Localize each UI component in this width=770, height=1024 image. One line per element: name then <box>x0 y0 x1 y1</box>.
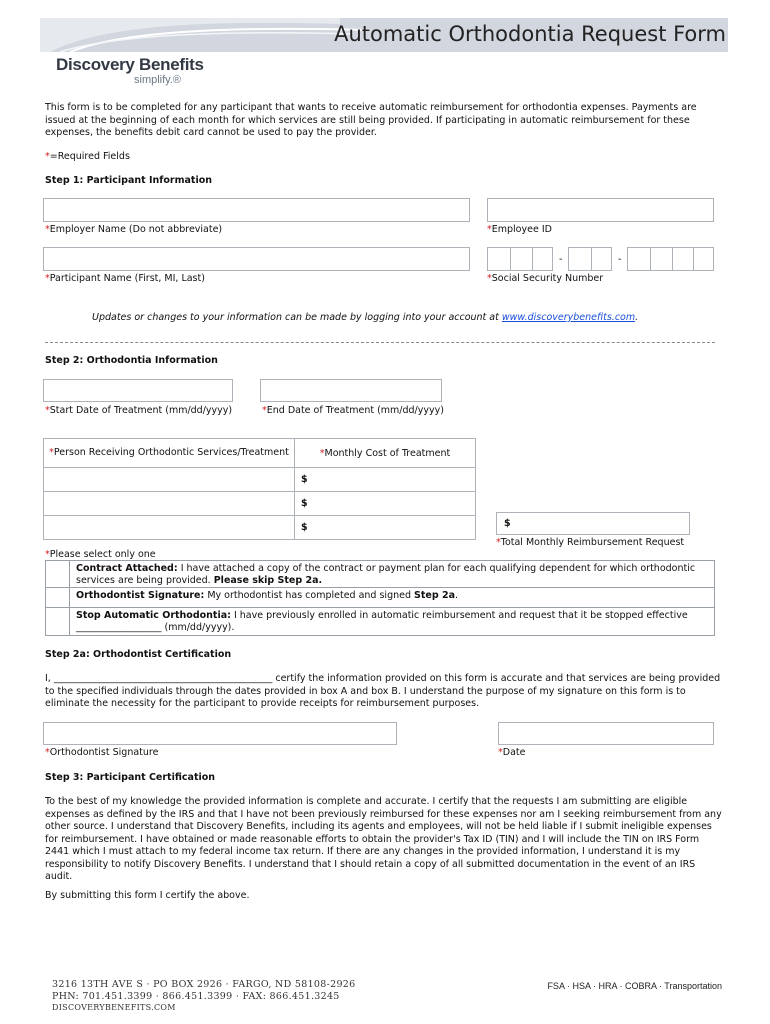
option-contract-attached <box>45 560 715 588</box>
option-orthodontist-signature <box>45 588 715 608</box>
select-one-note: *Please select only one <box>45 549 156 560</box>
table-header-person: *Person Receiving Orthodontic Services/Treatment <box>44 439 295 468</box>
footer-website: DISCOVERYBENEFITS.COM <box>52 1003 176 1012</box>
submit-note: By submitting this form I certify the above. <box>45 890 250 901</box>
required-star: * <box>45 151 50 162</box>
updates-note: Updates or changes to your information can be made by logging into your account at www.discoverybenefits.com. <box>92 312 639 323</box>
employer-name-field[interactable] <box>43 198 470 222</box>
cost-cell[interactable]: $ <box>295 468 476 492</box>
participant-name-field[interactable] <box>43 247 470 271</box>
cost-cell[interactable]: $ <box>295 492 476 516</box>
step2-heading: Step 2: Orthodontia Information <box>45 355 218 366</box>
ssn-label: *Social Security Number <box>487 273 604 284</box>
logo-tagline: simplify.® <box>134 74 182 86</box>
employee-id-label: *Employee ID <box>487 224 552 235</box>
orthodontist-signature-label: *Orthodontist Signature <box>45 747 159 758</box>
footer-address: 3216 13TH AVE S · PO BOX 2926 · FARGO, ND 58108-2926 <box>52 979 356 990</box>
step3-heading: Step 3: Participant Certification <box>45 772 216 783</box>
step1-heading: Step 1: Participant Information <box>45 175 213 186</box>
stop-automatic-text: Stop Automatic Orthodontia: I have previously enrolled in automatic reimbursement and request that it be stopped effective __________________ (mm/dd/yyyy). <box>76 610 688 633</box>
intro-paragraph: This form is to be completed for any participant that wants to receive automatic reimbursement for orthodontia expenses. Payments are issued at the beginning of each month for which services are still being provided. If participating in automatic reimbursement for these expenses, the benefits debit card cannot be used to pay the provider. <box>45 102 697 138</box>
ssn-part2-field[interactable] <box>568 247 612 271</box>
total-reimbursement-field[interactable]: $ <box>496 512 690 535</box>
step2a-heading: Step 2a: Orthodontist Certification <box>45 649 232 660</box>
orthodontist-signature-checkbox[interactable] <box>46 588 70 607</box>
start-date-label: *Start Date of Treatment (mm/dd/yyyy) <box>45 405 233 416</box>
person-cell[interactable] <box>44 468 295 492</box>
company-logo: Discovery Benefits <box>56 55 204 74</box>
dependents-table <box>43 438 476 540</box>
certification-paragraph: I, ______________________________________________ certify the information provided on this form is accurate and that services are being provided to the specified individuals through the dates provided in box A and box B. I understand the purpose of my signature on this form is to eliminate the necessity for the participant to provide receipts for reimbursement purposes. <box>45 673 721 709</box>
ssn-separator: - <box>559 254 563 265</box>
option-stop-automatic <box>45 608 715 636</box>
person-cell[interactable] <box>44 516 295 540</box>
end-date-label: *End Date of Treatment (mm/dd/yyyy) <box>262 405 444 416</box>
required-fields-note <box>45 151 130 162</box>
section-divider <box>45 342 715 343</box>
table-header-cost: *Monthly Cost of Treatment <box>295 439 476 468</box>
date-label: *Date <box>498 747 526 758</box>
ssn-part1-field[interactable] <box>487 247 553 271</box>
required-fields-text: =Required Fields <box>49 151 130 162</box>
ssn-part3-field[interactable] <box>627 247 714 271</box>
end-date-field[interactable] <box>260 379 442 402</box>
start-date-field[interactable] <box>43 379 233 402</box>
person-cell[interactable] <box>44 492 295 516</box>
date-field[interactable] <box>498 722 714 745</box>
form-title: Automatic Orthodontia Request Form <box>334 22 726 46</box>
footer-products: FSA · HSA · HRA · COBRA · Transportation <box>547 981 722 991</box>
website-link[interactable]: www.discoverybenefits.com <box>501 312 636 323</box>
contract-attached-checkbox[interactable] <box>46 561 70 587</box>
orthodontist-signature-text: Orthodontist Signature: My orthodontist has completed and signed Step 2a. <box>76 590 459 601</box>
footer-phones: PHN: 701.451.3399 · 866.451.3399 · FAX: 866.451.3245 <box>52 991 340 1002</box>
total-reimbursement-label: *Total Monthly Reimbursement Request <box>496 537 685 548</box>
orthodontist-signature-field[interactable] <box>43 722 397 745</box>
cost-cell[interactable]: $ <box>295 516 476 540</box>
stop-automatic-checkbox[interactable] <box>46 608 70 635</box>
ssn-separator: - <box>618 254 622 265</box>
participant-name-label: *Participant Name (First, MI, Last) <box>45 273 205 284</box>
participant-certification-paragraph: To the best of my knowledge the provided information is complete and accurate. I certify that the requests I am submitting are eligible expenses as defined by the IRS and that I have not been previously reimbursed for these expenses nor am I seeking reimbursement from any other source. I understand that Discovery Benefits, including its agents and employees, will not be held liable if I submit ineligible expenses for reimbursement. I have obtained or made reasonable efforts to obtain the provider's Tax ID (TIN) and I will include the TIN on IRS Form 2441 which I must attach to my federal income tax return. If there are any changes in the provided information, I understand it is my responsibility to notify Discovery Benefits. I understand that I should retain a copy of all submitted documentation in the event of an IRS audit. <box>45 796 722 882</box>
contract-attached-text: Contract Attached: I have attached a copy of the contract or payment plan for each qualifying dependent for which orthodontic services are being provided. Please skip Step 2a. <box>76 563 696 586</box>
employee-id-field[interactable] <box>487 198 714 222</box>
employer-name-label: *Employer Name (Do not abbreviate) <box>45 224 223 235</box>
